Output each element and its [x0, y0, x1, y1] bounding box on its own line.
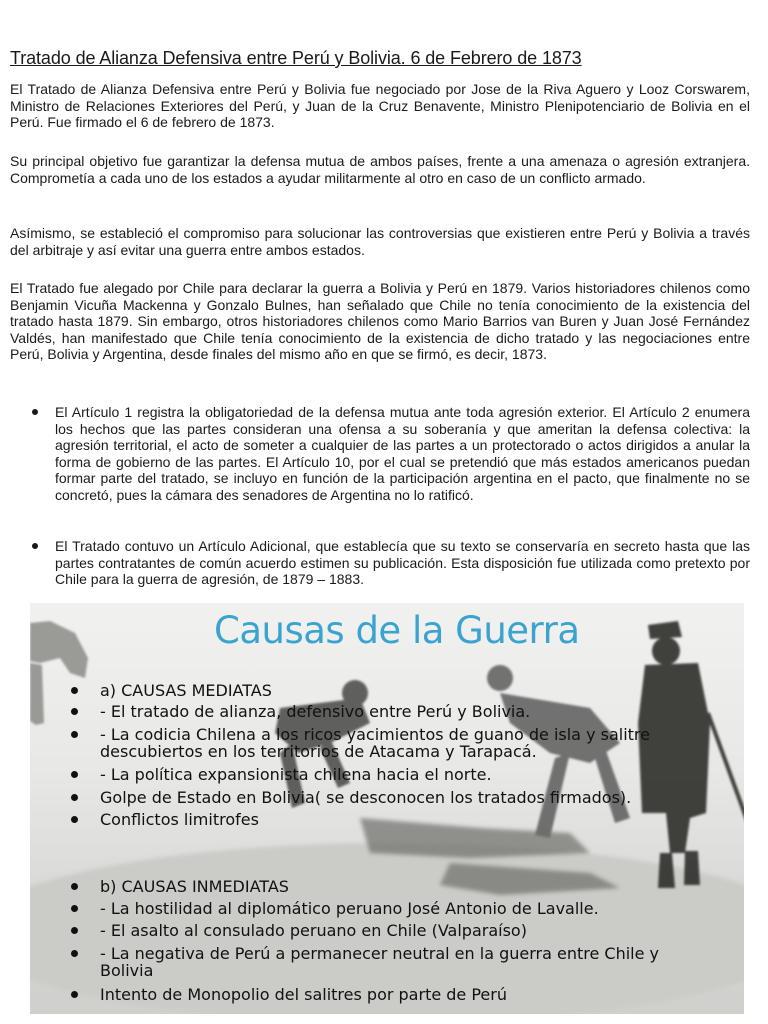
bullet-dot-icon — [71, 905, 78, 912]
horse-silhouette — [30, 621, 88, 725]
bullet-dot-icon — [71, 816, 78, 823]
paragraph-objective: Su principal objetivo fue garantizar la defensa mutua de ambos países, frente a una amenaza o agresión extranjera. Comprometía a cada uno de los estados a ayudar militarmente al otro en caso de un conflicto armado. — [10, 153, 750, 186]
bullet-article-1 — [55, 404, 750, 504]
bullet-dot-icon — [32, 543, 38, 549]
cause-item: Golpe de Estado en Bolivia( se desconocen los tratados firmados). — [100, 789, 700, 806]
bullet-dot-icon — [71, 708, 78, 715]
bullet-text: El Tratado contuvo un Artículo Adicional, que establecía que su texto se conservaría en secreto hasta que las partes contratantes de común acuerdo estimen su publicación. Esta disposición fue utilizada como pretexto por Chile para la guerra de agresión, de 1879 – 1883. — [55, 538, 750, 588]
cause-item: - El asalto al consulado peruano en Chile (Valparaíso) — [100, 922, 700, 939]
bullet-dot-icon — [71, 883, 78, 890]
document-title: Tratado de Alianza Defensiva entre Perú y Bolivia. 6 de Febrero de 1873 — [10, 48, 582, 68]
bullet-dot-icon — [71, 950, 78, 957]
cause-item: - La política expansionista chilena hacia el norte. — [100, 766, 700, 783]
cause-item: - La codicia Chilena a los ricos yacimientos de guano de isla y salitre descubiertos en los territorios de Atacama y Tarapacá. — [100, 726, 700, 760]
causes-of-war-figure — [30, 603, 744, 1014]
cause-item: Intento de Monopolio del salitres por parte de Perú — [100, 986, 700, 1003]
bullet-dot-icon — [71, 991, 78, 998]
bullet-dot-icon — [71, 927, 78, 934]
figure-title: Causas de la Guerra — [214, 609, 580, 652]
bullet-dot-icon — [71, 687, 78, 694]
paragraph-negotiation: El Tratado de Alianza Defensiva entre Perú y Bolivia fue negociado por Jose de la Riva Aguero y Looz Corswarem, Ministro de Relaciones Exteriores del Perú, y Juan de la Cruz Benavente, Ministro Plenipotenciario de Bolivia en el Perú. Fue firmado el 6 de febrero de 1873. — [10, 81, 750, 131]
bullet-additional-article — [55, 538, 750, 588]
paragraph-chile-historians: El Tratado fue alegado por Chile para declarar la guerra a Bolivia y Perú en 1879. Varios historiadores chilenos como Benjamin Vicuña Mackenna y Gonzalo Bulnes, han señalado que Chile no tenía conocimiento de la existencia del tratado hasta 1879. Sin embargo, otros historiadores chilenos como Mario Barrios van Buren y Juan José Fernández Valdés, han manifestado que Chile tenía conocimiento de la existencia de dicho tratado y las negociaciones entre Perú, Bolivia y Argentina, desde finales del mismo año en que se firmó, es decir, 1873. — [10, 280, 750, 363]
cause-heading-mediatas: a) CAUSAS MEDIATAS — [100, 682, 700, 699]
cause-item: - La hostilidad al diplomático peruano José Antonio de Lavalle. — [100, 900, 700, 917]
cause-item: - La negativa de Perú a permanecer neutral en la guerra entre Chile y Bolivia — [100, 945, 700, 979]
cause-item: Conflictos limitrofes — [100, 811, 700, 828]
bullet-dot-icon — [71, 731, 78, 738]
bullet-dot-icon — [32, 409, 38, 415]
paragraph-arbitration: Asímismo, se estableció el compromiso para solucionar las controversias que existieren entre Perú y Bolivia a través del arbitraje y así evitar una guerra entre ambos estados. — [10, 225, 750, 258]
cause-item: - El tratado de alianza, defensivo entre Perú y Bolivia. — [100, 703, 700, 720]
cause-heading-inmediatas: b) CAUSAS INMEDIATAS — [100, 878, 700, 895]
bullet-text: El Artículo 1 registra la obligatoriedad de la defensa mutua ante toda agresión exterior. El Artículo 2 enumera los hechos que las partes consideran una ofensa a su soberanía y que ameritan la defensa colectiva: la agresión territorial, el acto de someter a cualquier de las partes a un protectorado o actos dirigidos a anular la forma de gobierno de las partes. El Artículo 10, por el cual se pretendió que más estados americanos puedan formar parte del tratado, se incluyo en función de la participación argentina en el pacto, que finalmente no se concretó, pues la cámara des senadores de Argentina no lo ratificó. — [55, 404, 750, 503]
bullet-dot-icon — [71, 771, 78, 778]
bullet-dot-icon — [71, 794, 78, 801]
